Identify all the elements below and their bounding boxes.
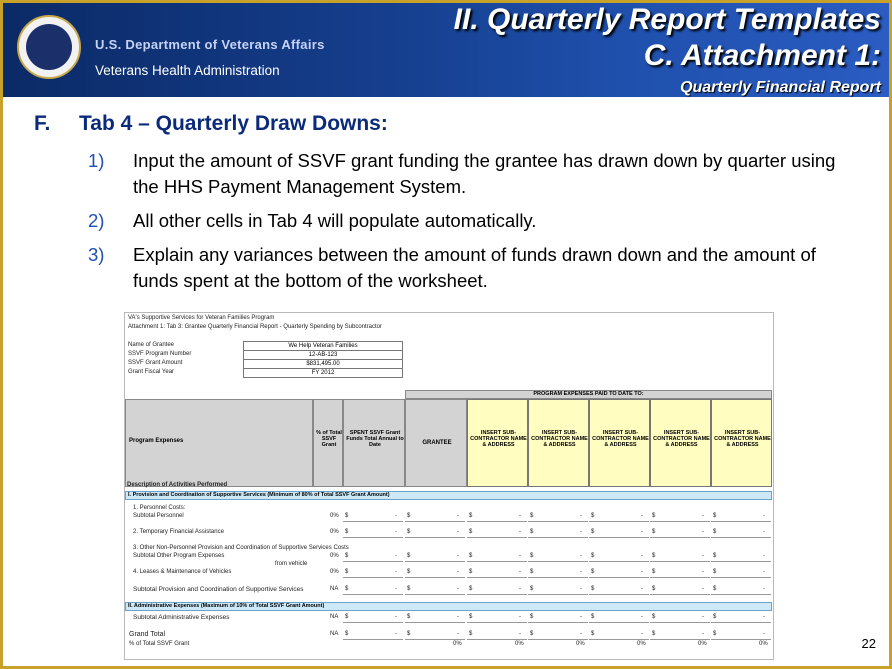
- pct-total-cell: 0%: [453, 641, 462, 647]
- division-name: Veterans Health Administration: [95, 63, 280, 78]
- cell-border: [711, 622, 771, 623]
- dollar-cell: $: [530, 569, 534, 575]
- step-number: 2): [88, 210, 105, 231]
- subcontractor-header[interactable]: INSERT SUB-CONTRACTOR NAME & ADDRESS: [711, 399, 772, 487]
- dollar-cell: $: [530, 513, 534, 519]
- dash-cell: -: [457, 529, 459, 535]
- field-label: SSVF Program Number: [128, 351, 192, 357]
- cell-border: [467, 639, 527, 640]
- agency-name: U.S. Department of Veterans Affairs: [95, 37, 325, 52]
- dollar-cell: $: [407, 513, 411, 519]
- row-label: 2. Temporary Financial Assistance: [133, 529, 224, 535]
- cell-border: [528, 639, 588, 640]
- pct-grant: % of Total SSVF Grant: [129, 641, 190, 647]
- dollar-cell: $: [713, 569, 717, 575]
- pct-total-cell: 0%: [515, 641, 524, 647]
- row-label: Subtotal Personnel: [133, 513, 184, 519]
- cell-border: [528, 521, 588, 522]
- dollar-cell: $: [652, 529, 656, 535]
- dollar-cell: $: [591, 553, 595, 559]
- dollar-cell: $: [469, 513, 473, 519]
- field-value[interactable]: FY 2012: [243, 368, 403, 378]
- dollar-cell: $: [407, 553, 411, 559]
- dash-cell: -: [580, 529, 582, 535]
- cell-border: [467, 577, 527, 578]
- cell-border: [711, 594, 771, 595]
- pct-total-cell: 0%: [576, 641, 585, 647]
- dash-cell: -: [702, 553, 704, 559]
- pct-cell: 0%: [330, 569, 339, 575]
- dollar-cell: $: [345, 586, 349, 592]
- pct-total-cell: 0%: [637, 641, 646, 647]
- cell-border: [405, 537, 465, 538]
- step-3: [88, 242, 858, 294]
- dash-cell: -: [763, 631, 765, 637]
- cell-border: [405, 521, 465, 522]
- dollar-cell: $: [345, 513, 349, 519]
- pct-cell: 0%: [330, 513, 339, 519]
- field-value[interactable]: 12-AB-123: [243, 350, 403, 360]
- dollar-cell: $: [652, 631, 656, 637]
- slide-subsubtitle: Quarterly Financial Report: [680, 79, 881, 96]
- dollar-cell: $: [345, 569, 349, 575]
- dash-cell: -: [395, 569, 397, 575]
- dollar-cell: $: [713, 513, 717, 519]
- va-seal-icon: [17, 15, 81, 79]
- heading-marker: F.: [34, 112, 51, 135]
- dash-cell: -: [763, 569, 765, 575]
- heading-text: Tab 4 – Quarterly Draw Downs:: [79, 112, 388, 135]
- cell-border: [711, 561, 771, 562]
- dash-cell: -: [641, 513, 643, 519]
- dollar-cell: $: [407, 614, 411, 620]
- dash-cell: -: [763, 586, 765, 592]
- subcontractor-header[interactable]: INSERT SUB-CONTRACTOR NAME & ADDRESS: [589, 399, 650, 487]
- step-text: All other cells in Tab 4 will populate automatically.: [133, 210, 537, 231]
- dash-cell: -: [519, 586, 521, 592]
- dash-cell: -: [702, 513, 704, 519]
- pct-cell: NA: [330, 586, 339, 592]
- cell-border: [650, 561, 710, 562]
- cell-border: [589, 561, 649, 562]
- cell-border: [467, 537, 527, 538]
- pct-header: % of Total SSVF Grant: [313, 399, 343, 487]
- dollar-cell: $: [407, 529, 411, 535]
- cell-border: [343, 639, 403, 640]
- dash-cell: -: [395, 513, 397, 519]
- dollar-cell: $: [469, 569, 473, 575]
- field-value[interactable]: We Help Veteran Families: [243, 341, 403, 351]
- dash-cell: -: [395, 553, 397, 559]
- program-expenses-header: Program Expenses: [125, 399, 313, 487]
- dash-cell: -: [580, 513, 582, 519]
- dollar-cell: $: [591, 614, 595, 620]
- dollar-cell: $: [345, 553, 349, 559]
- cell-border: [405, 639, 465, 640]
- pct-cell: 0%: [330, 553, 339, 559]
- cell-border: [343, 561, 403, 562]
- cell-border: [528, 537, 588, 538]
- field-label: Name of Grantee: [128, 342, 175, 348]
- dollar-cell: $: [530, 614, 534, 620]
- section-provision: I. Provision and Coordination of Supportive Services (Minimum of 80% of Total SSVF Grant Amount): [125, 491, 772, 500]
- dollar-cell: $: [407, 586, 411, 592]
- dash-cell: -: [457, 631, 459, 637]
- cell-border: [650, 521, 710, 522]
- cell-border: [589, 537, 649, 538]
- dash-cell: -: [519, 529, 521, 535]
- dash-cell: -: [641, 529, 643, 535]
- cell-border: [650, 577, 710, 578]
- dollar-cell: $: [345, 614, 349, 620]
- dollar-cell: $: [591, 586, 595, 592]
- cell-border: [467, 561, 527, 562]
- dash-cell: -: [702, 614, 704, 620]
- subtotal-admin: Subtotal Administrative Expenses: [133, 614, 230, 621]
- dash-cell: -: [763, 614, 765, 620]
- dollar-cell: $: [469, 553, 473, 559]
- cell-border: [467, 521, 527, 522]
- dollar-cell: $: [652, 569, 656, 575]
- step-2: [88, 208, 858, 234]
- step-1: [88, 148, 858, 200]
- dollar-cell: $: [469, 529, 473, 535]
- subcontractor-header[interactable]: INSERT SUB-CONTRACTOR NAME & ADDRESS: [650, 399, 711, 487]
- cell-border: [343, 622, 403, 623]
- grantee-header: GRANTEE: [405, 399, 467, 487]
- slide-subtitle: C. Attachment 1:: [643, 39, 881, 72]
- dollar-cell: $: [469, 631, 473, 637]
- sheet-subtitle: Attachment 1: Tab 3: Grantee Quarterly Financial Report - Quarterly Spending by Subcontractor: [128, 324, 383, 330]
- step-number: 1): [88, 150, 105, 171]
- cell-border: [343, 537, 403, 538]
- step-text: Input the amount of SSVF grant funding the grantee has drawn down by quarter using the HHS Payment Management System.: [133, 150, 836, 197]
- dollar-cell: $: [713, 553, 717, 559]
- dash-cell: -: [457, 553, 459, 559]
- dash-cell: -: [395, 614, 397, 620]
- dash-cell: -: [457, 569, 459, 575]
- dash-cell: -: [641, 569, 643, 575]
- section-admin: II. Administrative Expenses (Maximum of 10% of Total SSVF Grant Amount): [125, 602, 772, 611]
- cell-border: [711, 577, 771, 578]
- desc-label: Description of Activities Performed: [127, 482, 228, 488]
- cell-border: [711, 639, 771, 640]
- dollar-cell: $: [407, 569, 411, 575]
- dash-cell: -: [702, 586, 704, 592]
- field-label: Grant Fiscal Year: [128, 369, 175, 375]
- cell-border: [343, 594, 403, 595]
- dash-cell: -: [641, 586, 643, 592]
- slide-title: II. Quarterly Report Templates: [453, 3, 881, 36]
- cell-border: [467, 594, 527, 595]
- dollar-cell: $: [530, 631, 534, 637]
- dash-cell: -: [641, 631, 643, 637]
- subcontractor-header[interactable]: INSERT SUB-CONTRACTOR NAME & ADDRESS: [528, 399, 589, 487]
- sheet-title: VA's Supportive Services for Veteran Families Program: [128, 315, 275, 321]
- dollar-cell: $: [530, 586, 534, 592]
- pct-cell: NA: [330, 631, 339, 637]
- spreadsheet-screenshot: [124, 312, 774, 660]
- subtotal-provision: Subtotal Provision and Coordination of Supportive Services: [133, 586, 304, 593]
- pct-cell: NA: [330, 614, 339, 620]
- dollar-cell: $: [407, 631, 411, 637]
- dash-cell: -: [395, 631, 397, 637]
- dollar-cell: $: [591, 529, 595, 535]
- dash-cell: -: [763, 513, 765, 519]
- cell-border: [528, 577, 588, 578]
- grand-total: Grand Total: [129, 631, 166, 638]
- subcontractor-header[interactable]: INSERT SUB-CONTRACTOR NAME & ADDRESS: [467, 399, 528, 487]
- cell-border: [650, 639, 710, 640]
- expenses-paid-header: PROGRAM EXPENSES PAID TO DATE TO:: [405, 390, 772, 399]
- field-label: SSVF Grant Amount: [128, 360, 183, 366]
- dash-cell: -: [580, 586, 582, 592]
- row-label: 4. Leases & Maintenance of Vehicles: [133, 569, 232, 575]
- field-value[interactable]: $831,495.00: [243, 359, 403, 369]
- dash-cell: -: [580, 631, 582, 637]
- dash-cell: -: [457, 586, 459, 592]
- dash-cell: -: [519, 513, 521, 519]
- cell-border: [650, 622, 710, 623]
- dollar-cell: $: [469, 586, 473, 592]
- dollar-cell: $: [713, 586, 717, 592]
- dollar-cell: $: [591, 569, 595, 575]
- cell-border: [528, 594, 588, 595]
- row-label: Subtotal Other Program Expenses: [133, 553, 225, 559]
- dollar-cell: $: [713, 529, 717, 535]
- dollar-cell: $: [713, 614, 717, 620]
- cell-border: [589, 622, 649, 623]
- dash-cell: -: [519, 631, 521, 637]
- dash-cell: -: [519, 614, 521, 620]
- dash-cell: -: [519, 553, 521, 559]
- row-label: 1. Personnel Costs:: [133, 505, 186, 511]
- cell-border: [405, 577, 465, 578]
- dollar-cell: $: [652, 614, 656, 620]
- dollar-cell: $: [591, 631, 595, 637]
- row-note: from vehicle: [275, 561, 308, 567]
- dash-cell: -: [641, 614, 643, 620]
- cell-border: [711, 521, 771, 522]
- dash-cell: -: [702, 631, 704, 637]
- step-text: Explain any variances between the amount of funds drawn down and the amount of funds spent at the bottom of the worksheet.: [133, 244, 816, 291]
- dash-cell: -: [395, 586, 397, 592]
- pct-total-cell: 0%: [759, 641, 768, 647]
- slide-header: [3, 3, 889, 97]
- dollar-cell: $: [345, 529, 349, 535]
- section-heading: [34, 112, 388, 136]
- dash-cell: -: [395, 529, 397, 535]
- dash-cell: -: [641, 553, 643, 559]
- cell-border: [589, 639, 649, 640]
- cell-border: [589, 521, 649, 522]
- dash-cell: -: [580, 569, 582, 575]
- dash-cell: -: [519, 569, 521, 575]
- cell-border: [343, 577, 403, 578]
- pct-cell: 0%: [330, 529, 339, 535]
- dollar-cell: $: [530, 529, 534, 535]
- cell-border: [650, 594, 710, 595]
- cell-border: [343, 521, 403, 522]
- page-number: 22: [861, 636, 876, 651]
- dollar-cell: $: [530, 553, 534, 559]
- dash-cell: -: [457, 614, 459, 620]
- dollar-cell: $: [652, 553, 656, 559]
- dash-cell: -: [763, 553, 765, 559]
- cell-border: [467, 622, 527, 623]
- dollar-cell: $: [591, 513, 595, 519]
- cell-border: [589, 594, 649, 595]
- cell-border: [589, 577, 649, 578]
- dollar-cell: $: [469, 614, 473, 620]
- dash-cell: -: [457, 513, 459, 519]
- cell-border: [405, 594, 465, 595]
- dash-cell: -: [580, 553, 582, 559]
- dash-cell: -: [763, 529, 765, 535]
- row-label: 3. Other Non-Personnel Provision and Coordination of Supportive Services Costs: [133, 545, 349, 551]
- dollar-cell: $: [713, 631, 717, 637]
- dollar-cell: $: [345, 631, 349, 637]
- dollar-cell: $: [652, 513, 656, 519]
- pct-total-cell: 0%: [698, 641, 707, 647]
- cell-border: [650, 537, 710, 538]
- cell-border: [528, 622, 588, 623]
- cell-border: [711, 537, 771, 538]
- cell-border: [405, 561, 465, 562]
- spent-header: SPENT SSVF Grant Funds Total Annual to Date: [343, 399, 405, 487]
- dash-cell: -: [702, 529, 704, 535]
- dash-cell: -: [580, 614, 582, 620]
- cell-border: [405, 622, 465, 623]
- dollar-cell: $: [652, 586, 656, 592]
- step-number: 3): [88, 244, 105, 265]
- cell-border: [528, 561, 588, 562]
- dash-cell: -: [702, 569, 704, 575]
